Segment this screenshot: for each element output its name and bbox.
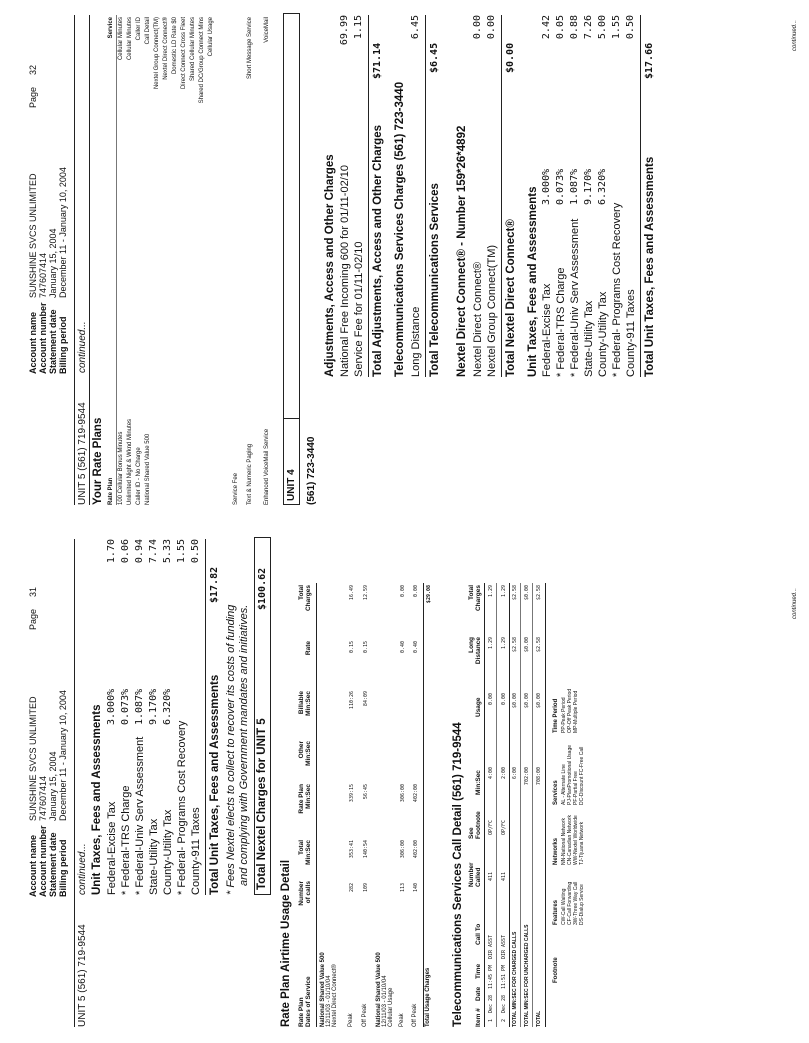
account-name-value: SUNSHINE SVCS UNLIMITED	[28, 173, 38, 298]
plan-name: National Shared Value 500	[376, 952, 382, 1027]
tax-label: * Federal-Univ Serv Assessment	[569, 218, 581, 377]
time-item: MP-Multiple Period	[573, 690, 579, 733]
header-rule	[74, 15, 75, 505]
usage-charges: 0.00	[413, 585, 419, 598]
continued-bottom: continued...	[792, 19, 798, 51]
u4-tax-total: $17.66	[644, 42, 655, 79]
adj-amount: 1.15	[353, 15, 364, 40]
usage-calls: 113	[400, 883, 406, 893]
services-title: Services	[553, 780, 559, 805]
plan-dates: 12/11/03 - 01/10/04	[326, 975, 332, 1027]
tax-label: County-Utility Tax	[162, 809, 174, 895]
adj-amount: 69.99	[339, 15, 350, 46]
unit4-label: UNIT 4	[286, 469, 297, 501]
usage-row-label: Peak	[399, 1013, 405, 1027]
service-fee-label: Service Fee	[233, 472, 239, 505]
tax-label: State-Utility Tax	[148, 818, 160, 895]
u4-tax-total-label: Total Unit Taxes, Fees and Assessments	[644, 156, 656, 377]
adj-total: $71.14	[372, 42, 383, 79]
tax-rate: 0.073%	[555, 168, 566, 205]
footnote-label: Footnote	[553, 957, 559, 983]
call-usage: 0.00	[501, 693, 507, 706]
plan-item: 100 Cellular Bonus Minutes	[118, 431, 124, 505]
unit4-box-divider	[284, 418, 299, 419]
tax-amount: 0.50	[625, 15, 636, 40]
time-item: PP-Peak Period	[561, 697, 567, 733]
col-header: Billable Min:Sec	[298, 691, 312, 716]
tax-amount: 0.06	[120, 539, 131, 564]
dc-label: Nextel Direct Connect®	[472, 261, 484, 377]
rule	[496, 583, 497, 1027]
rule	[532, 583, 533, 1027]
usage-total: 306:00	[400, 840, 406, 859]
billing-period-label: Billing period	[58, 839, 68, 897]
account-name-value: SUNSHINE SVCS UNLIMITED	[28, 696, 38, 821]
account-number-label: Account number	[38, 302, 48, 374]
service-item: DC-Discount FC-Free Call	[579, 746, 585, 805]
dc-total-label: Total Nextel Direct Connect®	[505, 219, 517, 377]
service-item: Caller ID	[136, 17, 142, 41]
col-header: Rate Plan Dates of Service	[298, 976, 312, 1027]
billing-period-value: December 11 - January 10, 2004	[58, 167, 68, 298]
rule	[520, 583, 521, 1027]
tax-amount: 0.50	[190, 539, 201, 564]
tax-rate: 9.170%	[148, 688, 159, 725]
dc-title: Nextel Direct Connect® - Number 159*26*4892	[456, 125, 468, 377]
networks-title: Networks	[553, 837, 559, 865]
tax-amount: 1.55	[176, 539, 187, 564]
tax-amount: 0.88	[569, 15, 580, 40]
usage-total: 140:54	[363, 840, 369, 859]
col-header: Total Charges	[298, 585, 312, 612]
tax-label: State-Utility Tax	[583, 300, 595, 377]
usage-title: Rate Plan Airtime Usage Detail	[280, 859, 292, 1027]
dc-amount: 0.00	[486, 15, 497, 40]
rule	[423, 583, 424, 1027]
summary-label: TOTAL	[536, 1010, 542, 1027]
usage-total-label: Total Usage Charges	[425, 967, 431, 1027]
call-to: DIR ASST	[488, 934, 494, 959]
dc-label: Nextel Group Connect(TM)	[486, 244, 498, 377]
tax-rate: 6.320%	[597, 168, 608, 205]
tax-label: Federal-Excise Tax	[541, 283, 553, 377]
service-item: Shared Cellular Minutes	[190, 17, 196, 82]
call-to: DIR ASST	[501, 934, 507, 959]
usage-billable: 110:26	[349, 691, 355, 710]
usage-rate: 0.40	[400, 641, 406, 654]
features-title: Features	[553, 899, 559, 925]
service-item: Shared DC/Group Connect Mins	[199, 17, 205, 104]
usage-charges: 0.00	[400, 585, 406, 598]
tax-amount: 7.74	[148, 539, 159, 564]
summary-ld: $0.00	[524, 637, 530, 653]
taxes-total-label: Total Unit Taxes, Fees and Assessments	[209, 674, 221, 895]
billing-period-value: December 11 - January 10, 2004	[58, 690, 68, 821]
tax-rate: 9.170%	[583, 168, 594, 205]
unit4-phone: (561) 723-3440	[306, 436, 317, 505]
col-header: Call To	[475, 923, 482, 945]
summary-minsec: 702:00	[524, 767, 530, 786]
voicemail-label: Enhanced VoiceMail Service	[264, 428, 270, 505]
col-header: Rate Plan Min:Sec	[298, 784, 312, 814]
tax-rate: 1.087%	[569, 168, 580, 205]
col-header: Number of calls	[298, 881, 312, 906]
voicemail-service: VoiceMail	[264, 17, 270, 43]
feature-item: CW-Call Waiting	[561, 888, 567, 925]
tax-label: * Federal-Univ Serv Assessment	[134, 736, 146, 895]
tax-amount: 0.05	[555, 15, 566, 40]
tax-label: County-911 Taxes	[625, 289, 637, 377]
rule	[205, 539, 206, 895]
continued-bottom: continued...	[792, 587, 798, 619]
plan-name: National Shared Value 500	[320, 952, 326, 1027]
summary-total: $2.58	[536, 585, 542, 601]
usage-rate: 0.15	[349, 641, 355, 654]
taxes-total: $17.82	[209, 566, 220, 603]
call-footnote: OP/FC	[488, 819, 494, 835]
rule	[545, 583, 546, 1027]
adj-label: National Free Incoming 600 for 01/11-02/10	[339, 165, 351, 377]
service-item: Cellular Minutes	[118, 17, 124, 61]
plan-service: Nextel Direct Connect®	[332, 964, 338, 1027]
tax-amount: 7.26	[583, 15, 594, 40]
service-item: Nextel Direct Connect®	[163, 17, 169, 80]
plan-item: National Shared Value 500	[145, 433, 151, 505]
time-title: Time Period	[553, 698, 559, 733]
continued-label: continued...	[77, 843, 88, 895]
call-total: 1.29	[488, 585, 494, 598]
call-date: Dec 28	[501, 994, 507, 1013]
usage-plan: 56:45	[363, 784, 369, 800]
call-ld: 1.29	[501, 637, 507, 650]
summary-label: TOTAL MIN:SEC FOR CHARGED CALLS	[512, 931, 518, 1027]
unit-line: UNIT 5 (561) 719-9544	[77, 402, 88, 505]
usage-rate: 0.15	[363, 641, 369, 654]
tax-rate: 1.087%	[134, 688, 145, 725]
adj-label: Service Fee for 01/11-02/10	[353, 241, 365, 377]
account-name-label: Account name	[28, 311, 38, 374]
account-number-label: Account number	[38, 825, 48, 897]
statement-page-31	[0, 523, 809, 1043]
network-item: CN-Canadian Network	[567, 814, 573, 865]
feature-item: DS-Dialup Service	[579, 884, 585, 925]
summary-minsec: 708:00	[536, 767, 542, 786]
rule	[640, 15, 641, 377]
service-item: Cellular Usage	[208, 17, 214, 57]
adj-total-label: Total Adjustments, Access and Other Charges	[372, 125, 384, 377]
usage-rate: 0.40	[413, 641, 419, 654]
col-header: Total Charges	[468, 585, 482, 612]
tax-label: County-911 Taxes	[190, 807, 202, 895]
service-item: AL - Alternate Line	[561, 764, 567, 805]
usage-plan: 402:00	[413, 784, 419, 803]
time-item: OP-Off Peak Period	[567, 688, 573, 733]
col-header: Service	[108, 17, 114, 39]
network-item: NN-National Network	[561, 818, 567, 865]
rule	[501, 15, 502, 377]
feature-item: CF-Call Forwarding	[567, 881, 573, 925]
call-usage: 0.00	[488, 693, 494, 706]
tel-total: $6.45	[429, 42, 440, 73]
tax-rate: 6.320%	[162, 688, 173, 725]
u4-tax-title: Unit Taxes, Fees and Assessments	[527, 186, 539, 377]
rule	[89, 15, 90, 505]
usage-calls: 109	[363, 883, 369, 893]
service-item: Call Detail	[145, 17, 151, 45]
usage-calls: 140	[413, 883, 419, 893]
call-time: 11:45 PM	[488, 964, 494, 989]
col-header: See Footnote	[468, 811, 482, 839]
service-item: Nextel Group Connect(TM)	[154, 17, 160, 90]
billing-period-label: Billing period	[58, 316, 68, 374]
network-item: WW-Nextel Worldwide	[573, 815, 579, 865]
col-header: Time	[475, 963, 482, 979]
tax-label: * Federal- Programs Cost Recovery	[611, 202, 623, 377]
tax-rate: 3.000%	[541, 168, 552, 205]
rule	[484, 583, 485, 1027]
call-total: 1.29	[501, 585, 507, 598]
tax-rate: 0.073%	[120, 688, 131, 725]
service-item: Domestic LD Rate $0	[172, 17, 178, 75]
tax-label: Federal-Excise Tax	[106, 801, 118, 895]
col-header: Other Min:Sec	[298, 741, 312, 766]
usage-row-label: Off Peak	[412, 1003, 418, 1027]
call-time: 11:51 PM	[501, 964, 507, 989]
statement-date-label: Statement date	[48, 309, 58, 374]
call-ld: 1.29	[488, 637, 494, 650]
summary-usage: $0.00	[524, 693, 530, 709]
usage-total-value: $29.08	[426, 585, 432, 604]
tel-total-label: Total Telecommunications Services	[429, 183, 441, 377]
unit-line: UNIT 5 (561) 719-9544	[77, 924, 88, 1027]
usage-calls: 282	[349, 883, 355, 893]
plan-item: Caller ID - No Charge	[136, 447, 142, 505]
tax-amount: 2.42	[541, 15, 552, 40]
account-name-label: Account name	[28, 834, 38, 897]
col-header: Total Min:Sec	[298, 840, 312, 865]
rule	[368, 15, 369, 377]
usage-charges: 12.59	[363, 585, 369, 601]
tax-amount: 1.55	[611, 15, 622, 40]
network-item: TJ-Tijuana Network	[579, 821, 585, 865]
service-item: PF-Partial Free	[573, 771, 579, 805]
call-item: 2	[501, 1019, 507, 1023]
col-header: Usage	[475, 697, 482, 717]
statement-date-label: Statement date	[48, 832, 58, 897]
usage-plan: 339:15	[349, 784, 355, 803]
col-header: Number Called	[468, 862, 482, 887]
tax-label: * Federal-TRS Charge	[555, 267, 567, 377]
paging-label: Text & Numeric Paging	[247, 443, 253, 505]
unit-total: $100.62	[257, 567, 268, 610]
adj-title: Adjustments, Access and Other Charges	[324, 154, 336, 377]
statement-date-value: January 15, 2004	[48, 751, 58, 821]
usage-billable: 84:09	[363, 691, 369, 707]
usage-row-label: Peak	[348, 1013, 354, 1027]
col-header: Rate Plan	[108, 477, 114, 505]
col-header: Long Distance	[468, 637, 482, 665]
usage-plan: 306:00	[400, 784, 406, 803]
account-number-value: 747607414	[38, 252, 48, 298]
account-number-value: 747607414	[38, 775, 48, 821]
plan-item: Unlimited Night & Wknd Minutes	[127, 418, 133, 505]
tax-rate: 3.000%	[106, 688, 117, 725]
rule	[509, 583, 510, 1027]
tax-label: County-Utility Tax	[597, 291, 609, 377]
col-header: Item #	[475, 1008, 482, 1027]
summary-total: $0.00	[524, 585, 530, 601]
call-number: 411	[488, 871, 494, 881]
dc-amount: 0.00	[472, 15, 483, 40]
summary-label: TOTAL MIN:SEC FOR UNCHARGED CALLS	[524, 924, 530, 1027]
rule	[116, 15, 117, 505]
col-header: Rate	[305, 641, 312, 656]
plan-service: Cellular Usage	[388, 987, 394, 1027]
summary-total: $2.58	[512, 585, 518, 601]
usage-charges: 16.49	[349, 585, 355, 601]
page-number: 32	[28, 64, 38, 75]
continued-label: continued...	[77, 321, 88, 373]
unit4-box	[283, 13, 300, 505]
plan-dates: 12/11/03 - 01/10/04	[382, 975, 388, 1027]
summary-minsec: 6:00	[512, 767, 518, 780]
tax-amount: 0.94	[134, 539, 145, 564]
summary-usage: $0.00	[512, 693, 518, 709]
fee-note: and complying with Government mandates and initiatives.	[238, 604, 250, 886]
calldetail-title: Telecommunications Services Call Detail (561) 719-9544	[452, 722, 464, 1027]
usage-row-label: Off Peak	[362, 1003, 368, 1027]
service-item: Direct Connect Cross Fleet	[181, 17, 187, 90]
tax-label: * Federal- Programs Cost Recovery	[176, 720, 188, 895]
tax-amount: 5.00	[597, 15, 608, 40]
call-number: 411	[501, 871, 507, 881]
tax-amount: 5.33	[162, 539, 173, 564]
paging-service: Short Message Service	[247, 17, 253, 80]
page-number: 31	[28, 586, 38, 597]
page-label: Page	[28, 86, 38, 108]
usage-total: 402:00	[413, 840, 419, 859]
tax-label: * Federal-TRS Charge	[120, 785, 132, 895]
summary-ld: $2.58	[536, 637, 542, 653]
tel-title: Telecommunications Services Charges (561) 723-3440	[394, 81, 406, 377]
call-item: 1	[488, 1019, 494, 1023]
unit-total-label: Total Nextel Charges for UNIT 5	[256, 718, 268, 890]
col-header: Min:Sec	[475, 770, 482, 795]
statement-date-value: January 15, 2004	[48, 228, 58, 298]
fee-note: * Fees Nextel elects to collect to recover its costs of funding	[225, 604, 237, 895]
tax-amount: 1.70	[106, 539, 117, 564]
rateplans-title: Your Rate Plans	[92, 417, 104, 505]
summary-ld: $2.58	[512, 637, 518, 653]
taxes-title: Unit Taxes, Fees and Assessments	[91, 704, 103, 895]
rule	[316, 583, 317, 1027]
call-date: Dec 28	[488, 994, 494, 1013]
rule	[425, 15, 426, 377]
service-item: Cellular Minutes	[127, 17, 133, 61]
call-minsec: 2:00	[501, 767, 507, 780]
tel-amount: 6.45	[410, 15, 421, 40]
call-footnote: OP/FC	[501, 819, 507, 835]
call-minsec: 4:00	[488, 767, 494, 780]
page-label: Page	[28, 608, 38, 630]
col-header: Date	[475, 986, 482, 1001]
usage-total: 353:41	[349, 840, 355, 859]
service-item: PJ-PlanPromotional Usage	[567, 744, 573, 805]
dc-total: $0.00	[505, 42, 516, 73]
summary-usage: $0.00	[536, 693, 542, 709]
header-rule	[74, 539, 75, 1027]
feature-item: 3W-Three Way Call	[573, 881, 579, 925]
tel-label: Long Distance	[410, 306, 422, 377]
